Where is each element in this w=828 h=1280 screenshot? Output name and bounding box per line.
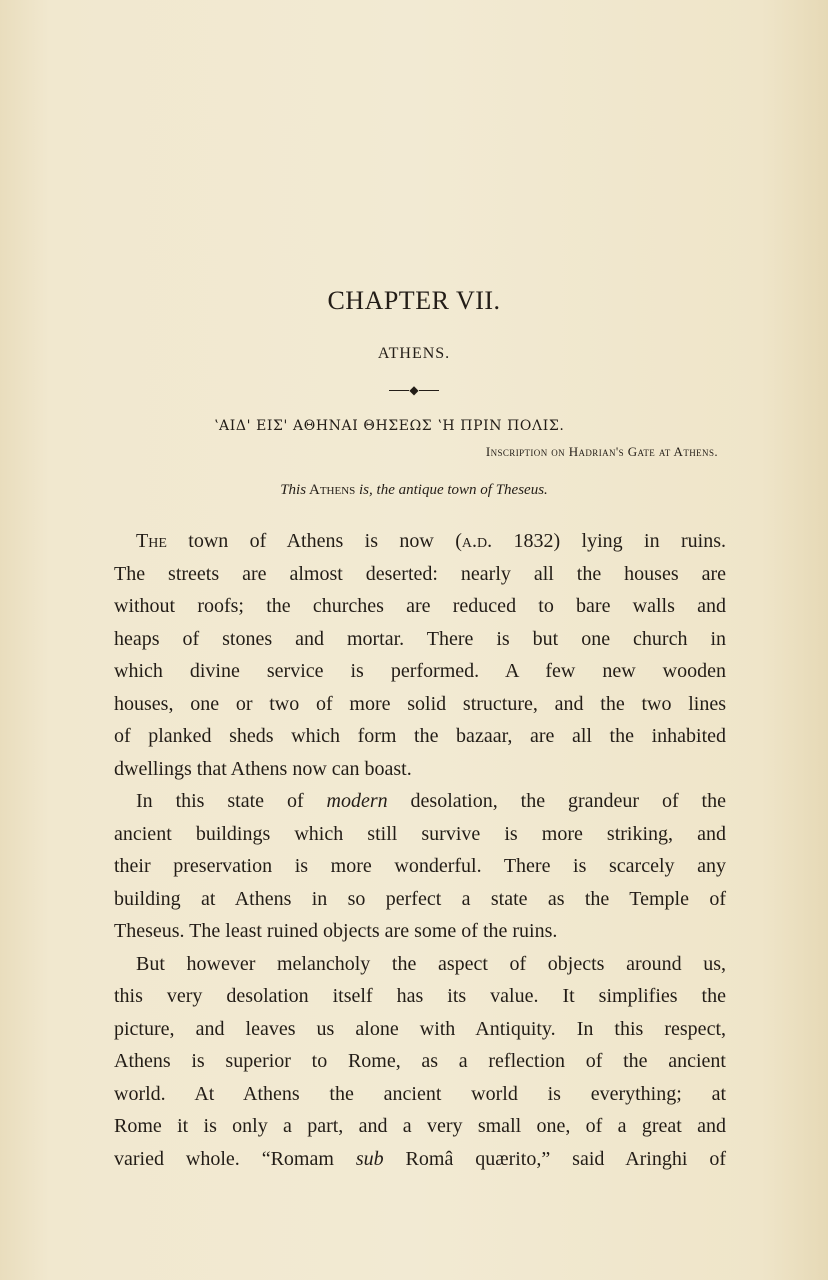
text-span: varied whole. “Romam bbox=[114, 1147, 356, 1170]
paragraph bbox=[114, 525, 726, 785]
text-line: dwellings that Athens now can boast. bbox=[114, 757, 412, 780]
text-line: The streets are almost deserted: nearly all the houses are bbox=[114, 562, 726, 585]
italic-word: modern bbox=[326, 790, 388, 812]
text-line: houses, one or two of more solid structure, and the two lines bbox=[114, 692, 726, 715]
text-span: Româ quærito,” said Aringhi of bbox=[383, 1147, 726, 1170]
text-line: building at Athens in so perfect a state as the Temple of bbox=[114, 887, 726, 910]
text-line: Theseus. The least ruined objects are some of the ruins. bbox=[114, 920, 558, 942]
translation-part: Athens bbox=[306, 482, 360, 498]
text-line: which divine service is performed. A few new wooden bbox=[114, 660, 726, 682]
text-line: heaps of stones and mortar. There is but one church in bbox=[114, 627, 726, 650]
translation-part: Theseus. bbox=[495, 482, 548, 498]
text-line: without roofs; the churches are reduced to bare walls and bbox=[114, 595, 726, 617]
translation-part: This bbox=[280, 482, 307, 498]
epigraph-source: Inscription on Hadrian's Gate at Athens. bbox=[485, 444, 718, 459]
translation-part: is, bbox=[359, 482, 373, 498]
text-line: Athens is superior to Rome, as a reflection of the ancient bbox=[114, 1050, 726, 1072]
text-span: 1832) lying in ruins. bbox=[492, 530, 726, 552]
text-line: Rome it is only a part, and a very small one, of a great and bbox=[114, 1115, 726, 1137]
text-line: of planked sheds which form the bazaar, are all the inhabited bbox=[114, 725, 726, 747]
text-line bbox=[114, 785, 726, 818]
chapter-title: ATHENS. bbox=[377, 345, 451, 362]
text-line: their preservation is more wonderful. There is scarcely any bbox=[114, 855, 726, 877]
text-line: ancient buildings which still survive is more striking, and bbox=[114, 822, 726, 845]
diamond-icon: ◆ bbox=[409, 383, 419, 397]
paragraph bbox=[114, 785, 726, 948]
text-span: town of Athens is now ( bbox=[166, 530, 462, 552]
chapter-heading: CHAPTER VII. bbox=[327, 286, 501, 315]
text-line: this very desolation itself has its value. It simplifies the bbox=[114, 985, 726, 1007]
ornament-divider bbox=[0, 384, 828, 396]
paragraph bbox=[114, 948, 726, 1176]
epigraph-translation bbox=[0, 482, 828, 499]
text-line: But however melancholy the aspect of objects around us, bbox=[136, 952, 726, 975]
text-line: picture, and leaves us alone with Antiquity. In this respect, bbox=[114, 1017, 726, 1040]
translation-part: the antique town of bbox=[372, 482, 496, 498]
text-span: desolation, the grandeur of the bbox=[387, 790, 726, 812]
drop-word: The bbox=[136, 530, 167, 552]
epigraph-greek: ʽΑΙΔ' ΕΙΣ' ΑΘΗΝΑΙ ΘΗΣΕΩΣ ʽΗ ΠΡΙΝ ΠΟΛΙΣ. bbox=[214, 418, 565, 434]
era-abbrev: a.d. bbox=[461, 530, 493, 552]
text-line: world. At Athens the ancient world is everything; at bbox=[114, 1082, 726, 1105]
body-text bbox=[114, 525, 726, 1175]
text-line bbox=[114, 1143, 726, 1176]
text-line bbox=[114, 525, 726, 558]
text-span: In this state of bbox=[136, 790, 327, 812]
italic-word: sub bbox=[355, 1147, 384, 1170]
